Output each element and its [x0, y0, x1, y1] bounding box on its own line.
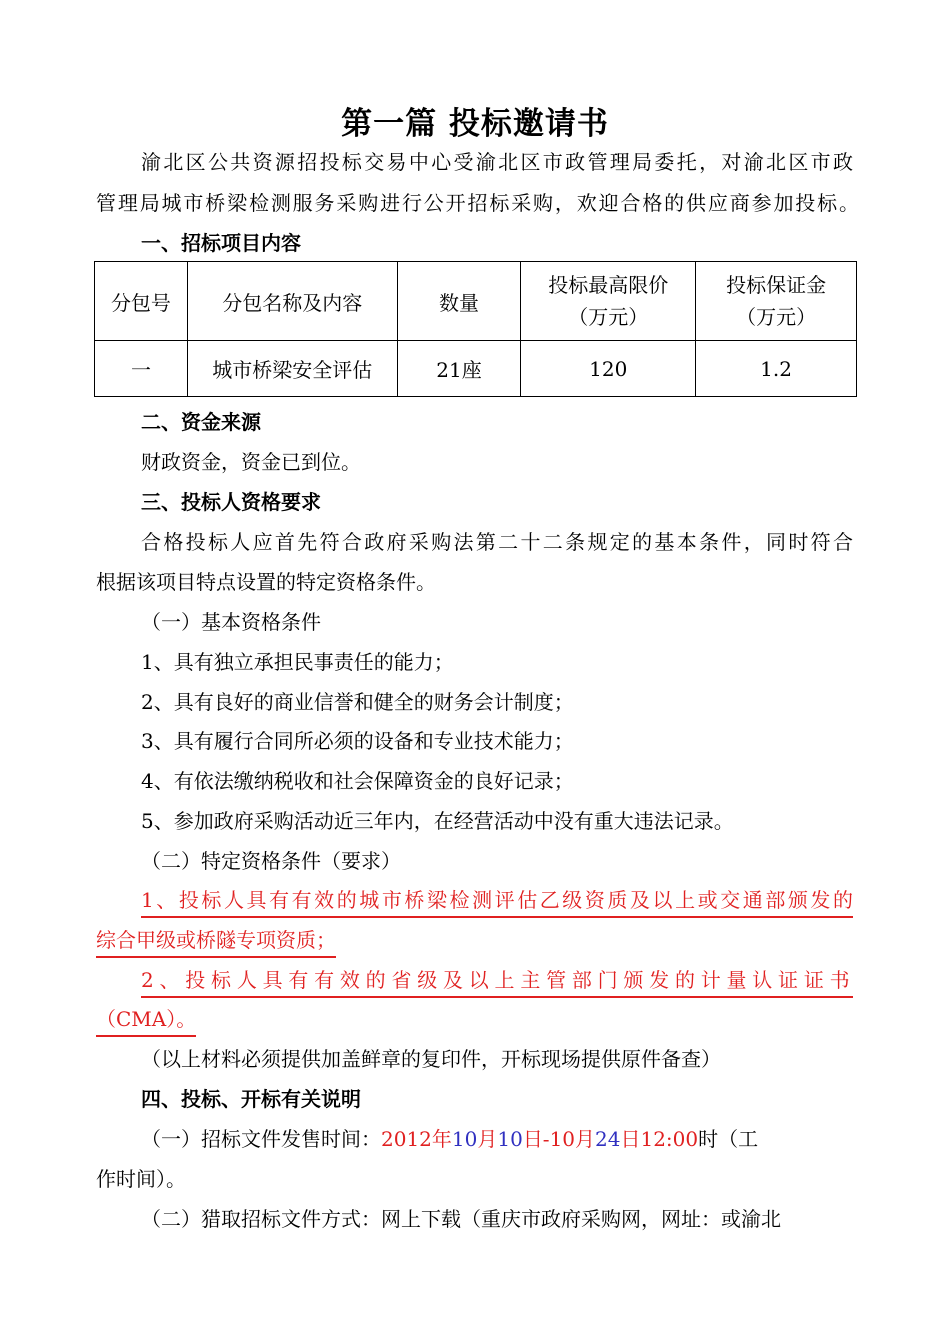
header-deposit	[696, 262, 857, 341]
header-max-price-line2: （万元）	[568, 305, 649, 329]
obtain-method-line: （二）猎取招标文件方式：网上下载（重庆市政府采购网，网址：或渝北	[141, 1207, 781, 1231]
header-max-price-line1: 投标最高限价	[548, 273, 669, 297]
materials-note: （以上材料必须提供加盖鲜章的复印件，开标现场提供原件备查）	[141, 1047, 721, 1071]
specific-condition-1-line-1	[141, 886, 853, 914]
section3-intro-line-2: 根据该项目特点设置的特定资格条件。	[96, 570, 436, 594]
header-quantity: 数量	[397, 262, 521, 341]
basic-condition-item: 2、具有良好的商业信誉和健全的财务会计制度；	[141, 690, 574, 714]
sale-month-end-unit: 月	[575, 1127, 596, 1151]
specific-conditions-heading: （二）特定资格条件（要求）	[141, 849, 401, 873]
sale-time-label: （一）招标文件发售时间：	[141, 1127, 381, 1151]
sale-day-end-unit: 日	[620, 1127, 641, 1151]
project-table	[94, 261, 857, 397]
header-max-price	[521, 262, 696, 341]
sale-time-suffix: 时（工	[698, 1127, 759, 1151]
header-package-name: 分包名称及内容	[187, 262, 397, 341]
specific-condition-2-line-2	[96, 1005, 196, 1033]
specific-condition-2-line-1-text: 2、投标人具有有效的省级及以上主管部门颁发的计量认证证书	[141, 968, 853, 998]
table-header-row	[95, 262, 857, 341]
sale-year: 2012年	[381, 1127, 452, 1151]
specific-condition-2-line-2-text: （CMA）。	[96, 1007, 196, 1037]
intro-line-1: 渝北区公共资源招投标交易中心受渝北区市政管理局委托，对渝北区市政	[141, 150, 853, 174]
section3-heading: 三、投标人资格要求	[141, 490, 321, 514]
section4-heading: 四、投标、开标有关说明	[141, 1087, 361, 1111]
specific-condition-1-line-2-text: 综合甲级或桥隧专项资质；	[96, 928, 336, 958]
header-deposit-line1: 投标保证金	[726, 273, 827, 297]
sale-time-line-2: 作时间）。	[96, 1167, 186, 1191]
header-package-no: 分包号	[95, 262, 188, 341]
section2-heading: 二、资金来源	[141, 410, 261, 434]
cell-package-name: 城市桥梁安全评估	[187, 341, 397, 397]
sale-time-hour: 12:00	[640, 1127, 699, 1151]
basic-condition-item: 3、具有履行合同所必须的设备和专业技术能力；	[141, 729, 574, 753]
section2-text: 财政资金，资金已到位。	[141, 450, 361, 474]
cell-quantity: 21座	[397, 341, 521, 397]
sale-time-line-1	[141, 1125, 758, 1153]
sale-month-unit: 月	[477, 1127, 498, 1151]
table-row	[95, 341, 857, 397]
section3-intro-line-1: 合格投标人应首先符合政府采购法第二十二条规定的基本条件，同时符合	[141, 530, 853, 554]
sale-month-end: 10	[549, 1127, 576, 1151]
sale-month-start: 10	[451, 1127, 478, 1151]
cell-package-no: 一	[95, 341, 188, 397]
header-deposit-line2: （万元）	[736, 305, 817, 329]
section1-heading: 一、招标项目内容	[141, 231, 301, 255]
cell-deposit: 1.2	[696, 341, 857, 397]
specific-condition-2-line-1	[141, 966, 853, 994]
sale-day-end: 24	[595, 1127, 621, 1151]
basic-conditions-heading: （一）基本资格条件	[141, 610, 321, 634]
specific-condition-1-line-1-text: 1、投标人具有有效的城市桥梁检测评估乙级资质及以上或交通部颁发的	[141, 888, 853, 918]
page-title: 第一篇 投标邀请书	[341, 106, 609, 142]
basic-condition-item: 5、参加政府采购活动近三年内，在经营活动中没有重大违法记录。	[141, 809, 734, 833]
sale-day-start: 10	[497, 1127, 523, 1151]
sale-day-unit: 日-	[522, 1127, 550, 1151]
intro-line-2: 管理局城市桥梁检测服务采购进行公开招标采购，欢迎合格的供应商参加投标。	[96, 191, 859, 215]
specific-condition-1-line-2	[96, 926, 336, 954]
basic-condition-item: 1、具有独立承担民事责任的能力；	[141, 650, 454, 674]
basic-condition-item: 4、有依法缴纳税收和社会保障资金的良好记录；	[141, 769, 574, 793]
cell-max-price: 120	[521, 341, 696, 397]
